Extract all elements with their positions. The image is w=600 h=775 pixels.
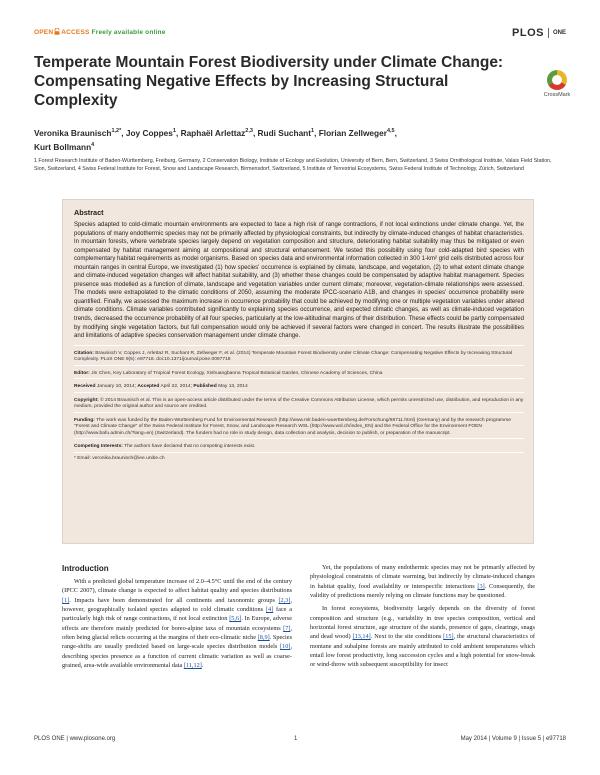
editor-text: Jin Chen, Key Laboratory of Tropical Forest Ecology, Xishuangbanna Tropical Botanical Garden, Chinese Academy of Sciences, China [91, 370, 383, 376]
citation-link[interactable]: [13,14] [352, 633, 371, 641]
intro-paragraph: With a predicted global temperature increase of 2.0–4.5°C until the end of the century (IPCC 2007), climate change is expected to affect habitat quality and species distributions [1]. Impacts have been demonstrated for all continents and taxonomic groups [2,3], however, geographically isolated species adapted to cold climatic conditions [4] face a particularly high risk of range contractions, if not local extinction [5,6]. In Europe, adverse effects are therefore mainly predicted for boreo-alpine taxa of mountain ecosystems [7], often being glacial relicts occurring at the margins of their eco-climatic niche [8,9]. Species range-shifts are usually predicted based on large-scale species distribution models [10], describing species presence as a function of current climatic variation as well as coarse-grained, area-wide available environmental data [11,12]. [62, 578, 293, 670]
free-label: Freely available online [91, 29, 166, 36]
citation-link[interactable]: [2,3] [278, 596, 291, 604]
citation-link[interactable]: [7] [283, 624, 291, 632]
citation-link[interactable]: [4] [265, 606, 274, 614]
article-title: Temperate Mountain Forest Biodiversity under Climate Change: Compensating Negative Effects by Increasing Structural Complexity [34, 54, 504, 109]
abstract-divider [74, 345, 524, 346]
access-label: ACCESS [61, 29, 90, 36]
crossmark-badge[interactable] [540, 70, 574, 98]
author-name: Veronika Braunisch [34, 127, 112, 138]
author-name: , Raphaël Arlettaz [175, 127, 246, 138]
page-footer [34, 736, 566, 746]
crossmark-icon [547, 70, 567, 90]
author-affiliation-sup: 4 [91, 141, 95, 148]
citation-link[interactable]: [3] [477, 582, 485, 590]
intro-paragraph: Yet, the populations of many endothermic species may not be primarily affected by physiological constraints of climate warming, but indirectly by climate-induced changes in habitat quality, food availability or interspecific interactions [3]. Consequently, the validity of predictions merely relying on climate functions may be questioned. [310, 564, 535, 600]
body-column-right [310, 563, 535, 674]
competing-interests-block [74, 442, 524, 453]
intro-paragraph: In forest ecosystems, biodiversity largely depends on the diversity of forest composition and structure (e.g., variability in tree species composition, vertical and horizontal forest structure, age structure of the stands, presence of gaps, clearings, snags and dead wood) [13,14]. Next to the site conditions [15], the structural characteristics of montane and subalpine forests are mainly attributed to cold ambient temperatures which entail low forest productivity, long succession cycles and a high potential for snow-break or wind-throw with subsequent susceptibility for insect [310, 605, 535, 669]
funding-label: Funding: [74, 417, 95, 423]
funding-text: The work was funded by the Baden-Württemberg Fund for Environmental Research (http://www.mlr.baden-wuerttemberg.de/Forschung/68711.html) (Germany) and by the research programme "Forest and Climate Change" of the Swiss Federal Institute for Forest, Snow, and Landscape Research WSL (http://www.wsl.ch/index_EN) and the Federal Office for the Environment FOEN (http://www.bafu.admin.ch/?lang=en) (Switzerland). The funders had no role in study design, data collection and analysis, decision to publish, or preparation of the manuscript. [74, 417, 511, 436]
author-name: Kurt Bollmann [34, 141, 92, 152]
copyright-label: Copyright: [74, 397, 99, 403]
author-affiliation-sup: 1 [172, 128, 176, 134]
citation-link[interactable]: [1] [62, 596, 70, 604]
abstract-text: Species adapted to cold-climatic mountain environments are expected to face a high risk of range contractions, if not local extinctions under climate change. Yet, the populations of many endothermic species may not be primarily affected by physiological constraints, but indirectly by climate-induced changes of habitat characteristics. In mountain forests, where vertebrate species largely depend on vegetation composition and structure, deteriorating habitat suitability may thus be mitigated or even compensated by habitat management aiming at compositional and structural enhancement. We tested this possibility using four cold-adapted bird species with complementary habitat requirements as model organisms. Based on species data and environmental information collected in 300 1-km² grid cells distributed across four mountain ranges in central Europe, we investigated (1) how species' occurrence is explained by climate, landscape, and vegetation, (2) to what extent climate change and climate-induced vegetation changes will affect habitat suitability, and (3) whether these changes could be compensated by adaptive habitat management. Species presence was modelled as a function of climate, landscape and vegetation variables under current climate; moreover, vegetation-climate relationships were assessed. The models were extrapolated to the climatic conditions of 2050, assuming the moderate IPCC-scenario A1B, and changes in species' occurrence probability were quantified. Finally, we assessed the maximum increase in occurrence probability that could be achieved by modifying one or multiple vegetation variables under altered climate conditions. Climate variables contributed significantly to explaining species occurrence, and expected climatic changes, as well as climate-induced vegetation trends, decreased the occurrence probability of all four species, particularly at the low-altitudinal margins of their distribution. These effects could be partly compensated by modifying single vegetation factors, but full compensation would only be achieved if several factors were changed in concert. The results illustrate the possibilities and limitations of adaptive species conservation management under climate change. [74, 222, 524, 340]
abstract-box [62, 199, 534, 544]
logo-divider [548, 28, 549, 38]
citation-link[interactable]: [10] [280, 643, 291, 651]
citation-link[interactable]: [15] [443, 633, 454, 641]
author-name: , Joy Coppes [121, 127, 173, 138]
dates-block [74, 382, 524, 393]
plos-word: PLOS [512, 27, 544, 39]
copyright-text: © 2014 Braunisch et al. This is an open-access article distributed under the terms of the Creative Commons Attribution License, which permits unrestricted use, distribution, and reproduction in any medium, provided the original author and source are credited. [74, 397, 524, 410]
citation-link[interactable]: [8,9] [257, 634, 270, 642]
published-date: May 13, 2014 [218, 384, 248, 390]
footer-issue: May 2014 | Volume 9 | Issue 5 | e97718 [460, 736, 566, 742]
competing-label: Competing Interests: [74, 444, 123, 450]
published-label: Published [193, 384, 217, 390]
accepted-date: April 22, 2014; [160, 384, 193, 390]
body-column-left [62, 577, 292, 674]
open-access-badge [34, 28, 166, 36]
plos-one-logo[interactable] [512, 26, 566, 40]
funding-block [74, 416, 524, 440]
author-affiliation-sup: 2,3 [245, 128, 253, 134]
citation-label: Citation: [74, 350, 94, 356]
citation-text: Braunisch V, Coppes J, Arlettaz R, Suchant R, Zellweger F, et al. (2014) Temperate Mountain Forest Biodiversity under Climate Change: Compensating Negative Effects by Increasing Structural Complexity. PLoS ONE 9(5): e97718. doi:10.1371/journal.pone.0097718 [74, 350, 513, 363]
citation-link[interactable]: [5,6] [229, 615, 242, 623]
author-name: , Rudi Suchant [252, 127, 312, 138]
affiliations: 1 Forest Research Institute of Baden-Württemberg, Freiburg, Germany, 2 Conservation Biology, Institute of Ecology and Evolution, University of Bern, Bern, Switzerland, 3 Swiss Ornithological Institute, Valais Field Station, Sion, Switzerland, 4 Swiss Federal Institute for Forest, Snow and Landscape Research, Birmensdorf, Switzerland, 5 Institute of Terrestrial Ecosystems, Swiss Federal Institute of Technology, Zürich, Switzerland [34, 158, 552, 172]
one-word: ONE [552, 30, 566, 36]
citation-block [74, 349, 524, 366]
corresponding-email[interactable]: * Email: veronika.braunisch@iee.unibe.ch [74, 455, 165, 461]
abstract-heading: Abstract [74, 208, 104, 217]
journal-header [34, 26, 566, 40]
citation-link[interactable]: [11,12] [183, 662, 202, 670]
author-affiliation-sup: 4,5 [386, 128, 395, 134]
open-lock-icon [54, 28, 60, 35]
editor-block [74, 369, 524, 380]
accepted-label: Accepted [137, 384, 160, 390]
received-label: Received [74, 384, 96, 390]
copyright-block [74, 396, 524, 413]
page-number: 1 [294, 736, 298, 742]
author-affiliation-sup: 1 [311, 128, 315, 134]
open-label: OPEN [34, 29, 54, 36]
crossmark-label: CrossMark [543, 92, 571, 98]
introduction-heading: Introduction [62, 564, 109, 573]
received-date: January 10, 2014; [96, 384, 136, 390]
footer-journal: PLOS ONE | www.plosone.org [34, 736, 116, 742]
author-list [34, 125, 554, 153]
author-affiliation-sup: 1,2* [111, 128, 122, 134]
author-separator: , [394, 127, 397, 138]
email-block [74, 456, 524, 463]
author-name: , Florian Zellweger [314, 127, 387, 138]
editor-label: Editor: [74, 370, 90, 376]
competing-text: The authors have declared that no competing interests exist. [124, 444, 256, 450]
